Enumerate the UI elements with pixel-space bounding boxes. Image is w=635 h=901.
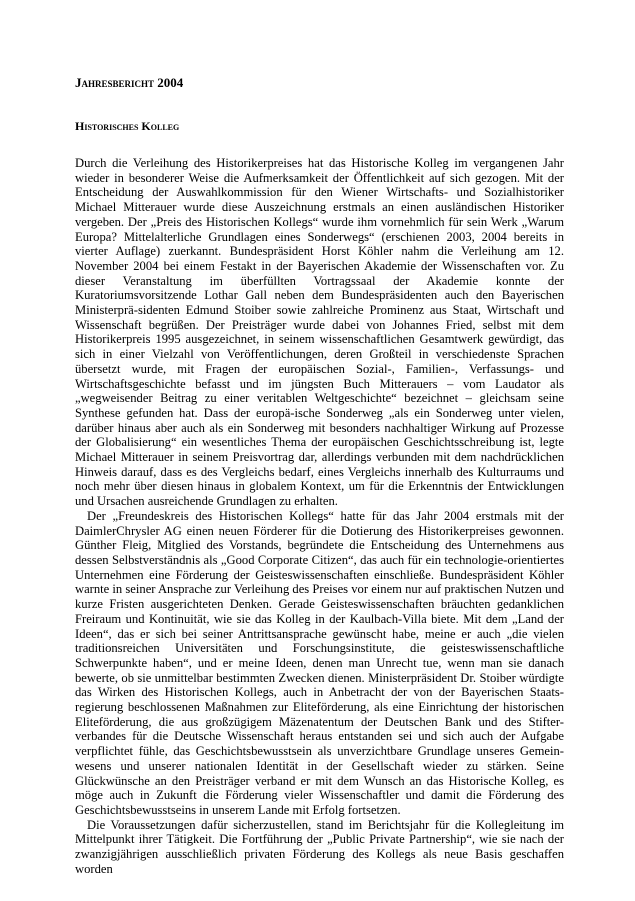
paragraph-1: Durch die Verleihung des Historikerpreises hat das Historische Kolleg im vergangenen Jahr wieder in besonderer Weise die Aufmerksamkeit der Öffentlichkeit auf sich gezogen. Mit der Entscheidung der Auswahlkommission für den Wiener Wirtschafts- und Sozialhistoriker Michael Mitterauer wurde diese Auszeichnung erstmals an einen ausländischen Historiker vergeben. Der „Preis des Historischen Kollegs“ wurde ihm vornehmlich für sein Werk „Warum Europa? Mittelalterliche Grundlagen eines Sonderwegs“ (erschienen 2003, 2004 bereits in vierter Auflage) zuerkannt. Bundespräsident Horst Köhler nahm die Verleihung am 12. November 2004 bei einem Festakt in der Bayerischen Akademie der Wissenschaften vor. Zu dieser Veranstaltung im überfüllten Vortragssaal der Akademie konnte der Kuratoriumsvorsitzende Lothar Gall neben dem Bundespräsidenten auch den Bayerischen Ministerprä-sidenten Edmund Stoiber sowie zahlreiche Prominenz aus Staat, Wirtschaft und Wissenschaft begrüßen. Der Preisträger wurde dabei von Johannes Fried, selbst mit dem Historikerpreis 1995 ausgezeichnet, in seinem wissenschaftlichen Gesamtwerk gewürdigt, das sich in einer Vielzahl von Veröffentlichungen, deren Großteil in verschiedenste Sprachen übersetzt wurde, mit Fragen der europäischen Sozial-, Familien-, Verfassungs- und Wirtschaftsgeschichte befasst und im jüngsten Buch Mitterauers – vom Laudator als „wegweisender Beitrag zu einer veritablen Weltgeschichte“ bezeichnet – gleichsam seine Synthese gefunden hat. Dass der europä-ische Sonderweg „als ein Sonderweg unter vielen, darüber hinaus aber auch als ein Sonderweg mit besonders nachhaltiger Wirkung auf Prozesse der Globalisierung“ ein wesentliches Thema der europäischen Geschichtsschreibung ist, legte Michael Mitterauer in seinem Preisvortrag dar, allerdings verbunden mit dem nachdrücklichen Hinweis darauf, dass es des Vergleichs bedarf, eines Vergleichs innerhalb des Kulturraums und noch mehr über diesen hinaus in globalem Kontext, um für die Erkenntnis der Entwicklungen und Ursachen ausreichende Grundlagen zu erhalten. [75,156,564,509]
paragraph-2: Der „Freundeskreis des Historischen Kollegs“ hatte für das Jahr 2004 erstmals mit der DaimlerChrysler AG einen neuen Förderer für die Dotierung des Historikerpreises gewonnen. Günther Fleig, Mitglied des Vorstands, begründete die Entscheidung des Unternehmens aus dessen Selbstverständnis als „Good Corporate Citizen“, das auch für ein technologie-orientiertes Unternehmen eine Förderung der Geisteswissenschaften einschließe. Bundespräsident Köhler warnte in seiner Ansprache zur Verleihung des Preises vor einem nur auf praktischen Nutzen und kurze Fristen ausgerichteten Denken. Gerade Geisteswissenschaften bräuchten gedanklichen Freiraum und Kontinuität, wie sie das Kolleg in der Kaulbach-Villa biete. Mit dem „Land der Ideen“, das er sich bei seiner Antrittsansprache gewünscht habe, meine er auch „die vielen traditionsreichen Universitäten und Forschungsinstitute, die geisteswissenschaftliche Schwerpunkte haben“, und er meine Ideen, denen man Unrecht tue, wenn man sie danach bewerte, ob sie unmittelbar bestimmten Zwecken dienen. Ministerpräsident Dr. Stoiber würdigte das Wirken des Historischen Kollegs, auch in Anbetracht der von der Bayerischen Staats-regierung beschlossenen Maßnahmen zur Eliteförderung, als eine Einrichtung der historischen Eliteförderung, die aus großzügigem Mäzenatentum der Deutschen Bank und des Stifter-verbandes für die Deutsche Wissenschaft heraus entstanden sei und sich auch der Aufgabe verpflichtet fühle, das Geschichtsbewusstsein als unverzichtbare Grundlage unseres Gemein-wesens und unserer nationalen Identität in der Gesellschaft wieder zu stärken. Seine Glückwünsche an den Preisträger verband er mit dem Wunsch an das Historische Kolleg, es möge auch in Zukunft die Förderung vieler Wissenschaftler und damit die Förderung des Geschichtsbewusstseins in unserem Lande mit Erfolg fortsetzen. [75,508,564,817]
body-text [75,156,564,876]
paragraph-3: Die Voraussetzungen dafür sicherzustellen, stand im Berichtsjahr für die Kollegleitung im Mittelpunkt ihrer Tätigkeit. Die Fortführung der „Public Private Partnership“, wie sie nach der zwanzigjährigen ausschließlich privaten Förderung des Kollegs als neue Basis geschaffen worden [75,817,564,876]
document-title: Jahresbericht 2004 [75,75,184,90]
document-page [75,74,564,876]
section-title: Historisches Kolleg [75,119,180,133]
